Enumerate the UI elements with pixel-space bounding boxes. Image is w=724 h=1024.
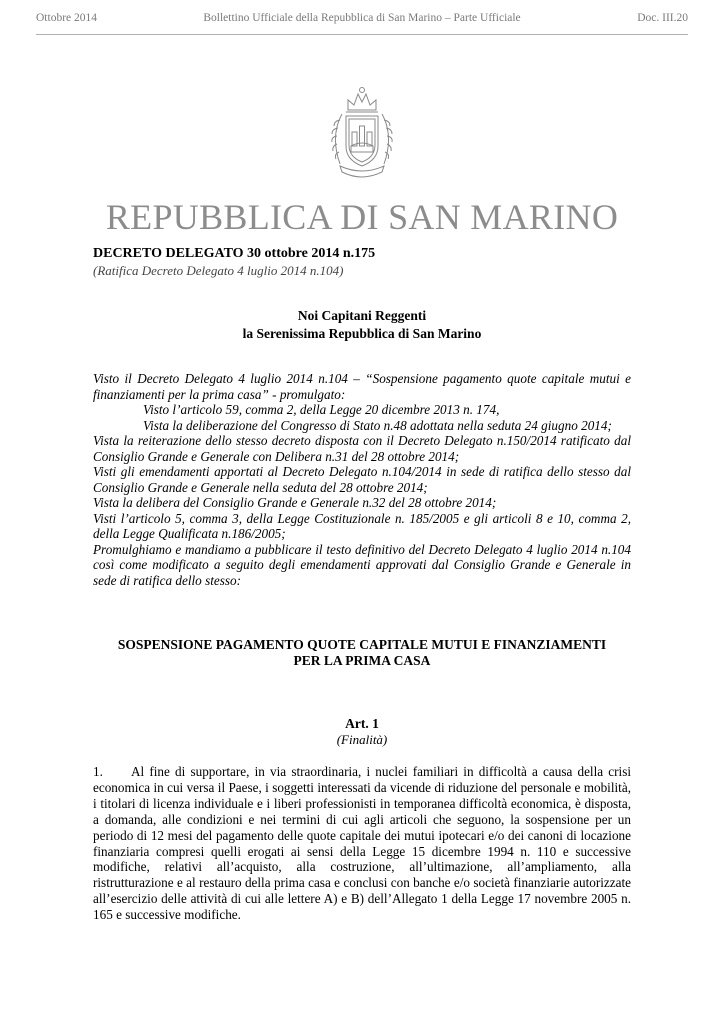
regents-heading xyxy=(0,307,724,343)
decree-subtitle: (Ratifica Decreto Delegato 4 luglio 2014 n.104) xyxy=(93,263,344,278)
decree-title: DECRETO DELEGATO 30 ottobre 2014 n.175 xyxy=(93,246,376,261)
header-divider xyxy=(36,34,688,35)
header-date: Ottobre 2014 xyxy=(36,12,98,24)
header-document-number: Doc. III.20 xyxy=(637,12,688,24)
header-publication-name: Bollettino Ufficiale della Repubblica di San Marino – Parte Ufficiale xyxy=(203,12,521,24)
preamble-paragraph: Vista la delibera del Consiglio Grande e Generale n.32 del 28 ottobre 2014; xyxy=(93,495,497,510)
law-title-line-1: SOSPENSIONE PAGAMENTO QUOTE CAPITALE MUTUI E FINANZIAMENTI xyxy=(117,637,607,652)
preamble-paragraph: Visto il Decreto Delegato 4 luglio 2014 n.104 – “Sospensione pagamento quote capitale mutui e finanziamenti per la prima casa” - promulgato: xyxy=(93,371,631,402)
law-title xyxy=(80,637,644,669)
article-paragraph-number: 1. xyxy=(93,764,103,779)
san-marino-coat-of-arms-icon xyxy=(318,80,406,188)
article-title: Art. 1 xyxy=(345,716,379,731)
regents-line-2: la Serenissima Repubblica di San Marino xyxy=(242,326,482,341)
republic-title: REPUBBLICA DI SAN MARINO xyxy=(105,197,619,237)
preamble-paragraph: Promulghiamo e mandiamo a pubblicare il testo definitivo del Decreto Delegato 4 luglio 2014 n.104 così come modificato a seguito degli emendamenti approvati dal Consiglio Grande e Generale in sede di ratifica dello stesso: xyxy=(93,541,631,588)
preamble-paragraph: Vista la deliberazione del Congresso di Stato n.48 adottata nella seduta 24 giugno 2014; xyxy=(143,417,612,433)
article-body xyxy=(93,764,631,923)
article-subtitle: (Finalità) xyxy=(336,732,388,747)
page-header xyxy=(36,12,688,32)
article-paragraph-text: Al fine di supportare, in via straordinaria, i nuclei familiari in difficoltà a causa della crisi economica in cui versa il Paese, i soggetti interessati da vicende di riduzione del personale e mobilità, i titolari di licenza individuale e i liberi professionisti in temporanea difficoltà economica, è disposta, a domanda, alle condizioni e nei termini di cui agli articoli che seguono, la sospensione per un periodo di 12 mesi del pagamento delle quote capitale dei mutui ipotecari e/o dei canoni di locazione finanziaria compresi quelli erogati ai sensi della Legge 15 dicembre 1994 n. 110 e successive modifiche, relativi all’acquisto, alla costruzione, all’ultimazione, all’ampliamento, alla ristrutturazione e al restauro della prima casa e conclusi con banche e/o società finanziarie autorizzate all’esercizio delle attività di cui alle lettere A) e B) dell’Allegato 1 della Legge 17 novembre 2005 n. 165 e successive modifiche. xyxy=(93,764,631,923)
preamble-paragraph: Visti gli emendamenti apportati al Decreto Delegato n.104/2014 in sede di ratifica dello stesso dal Consiglio Grande e Generale nella seduta del 28 ottobre 2014; xyxy=(93,464,631,495)
regents-line-1: Noi Capitani Reggenti xyxy=(297,308,427,323)
law-title-line-2: PER LA PRIMA CASA xyxy=(293,653,431,668)
preamble-paragraph: Vista la reiterazione dello stesso decreto disposta con il Decreto Delegato n.150/2014 ratificato dal Consiglio Grande e Generale con Delibera n.31 del 28 ottobre 2014; xyxy=(93,433,631,464)
preamble-paragraph: Visto l’articolo 59, comma 2, della Legge 20 dicembre 2013 n. 174, xyxy=(143,402,500,417)
preamble xyxy=(93,371,631,588)
preamble-paragraph: Visti l’articolo 5, comma 3, della Legge Costituzionale n. 185/2005 e gli articoli 8 e 10, comma 2, della Legge Qualificata n.186/2005; xyxy=(93,510,631,541)
